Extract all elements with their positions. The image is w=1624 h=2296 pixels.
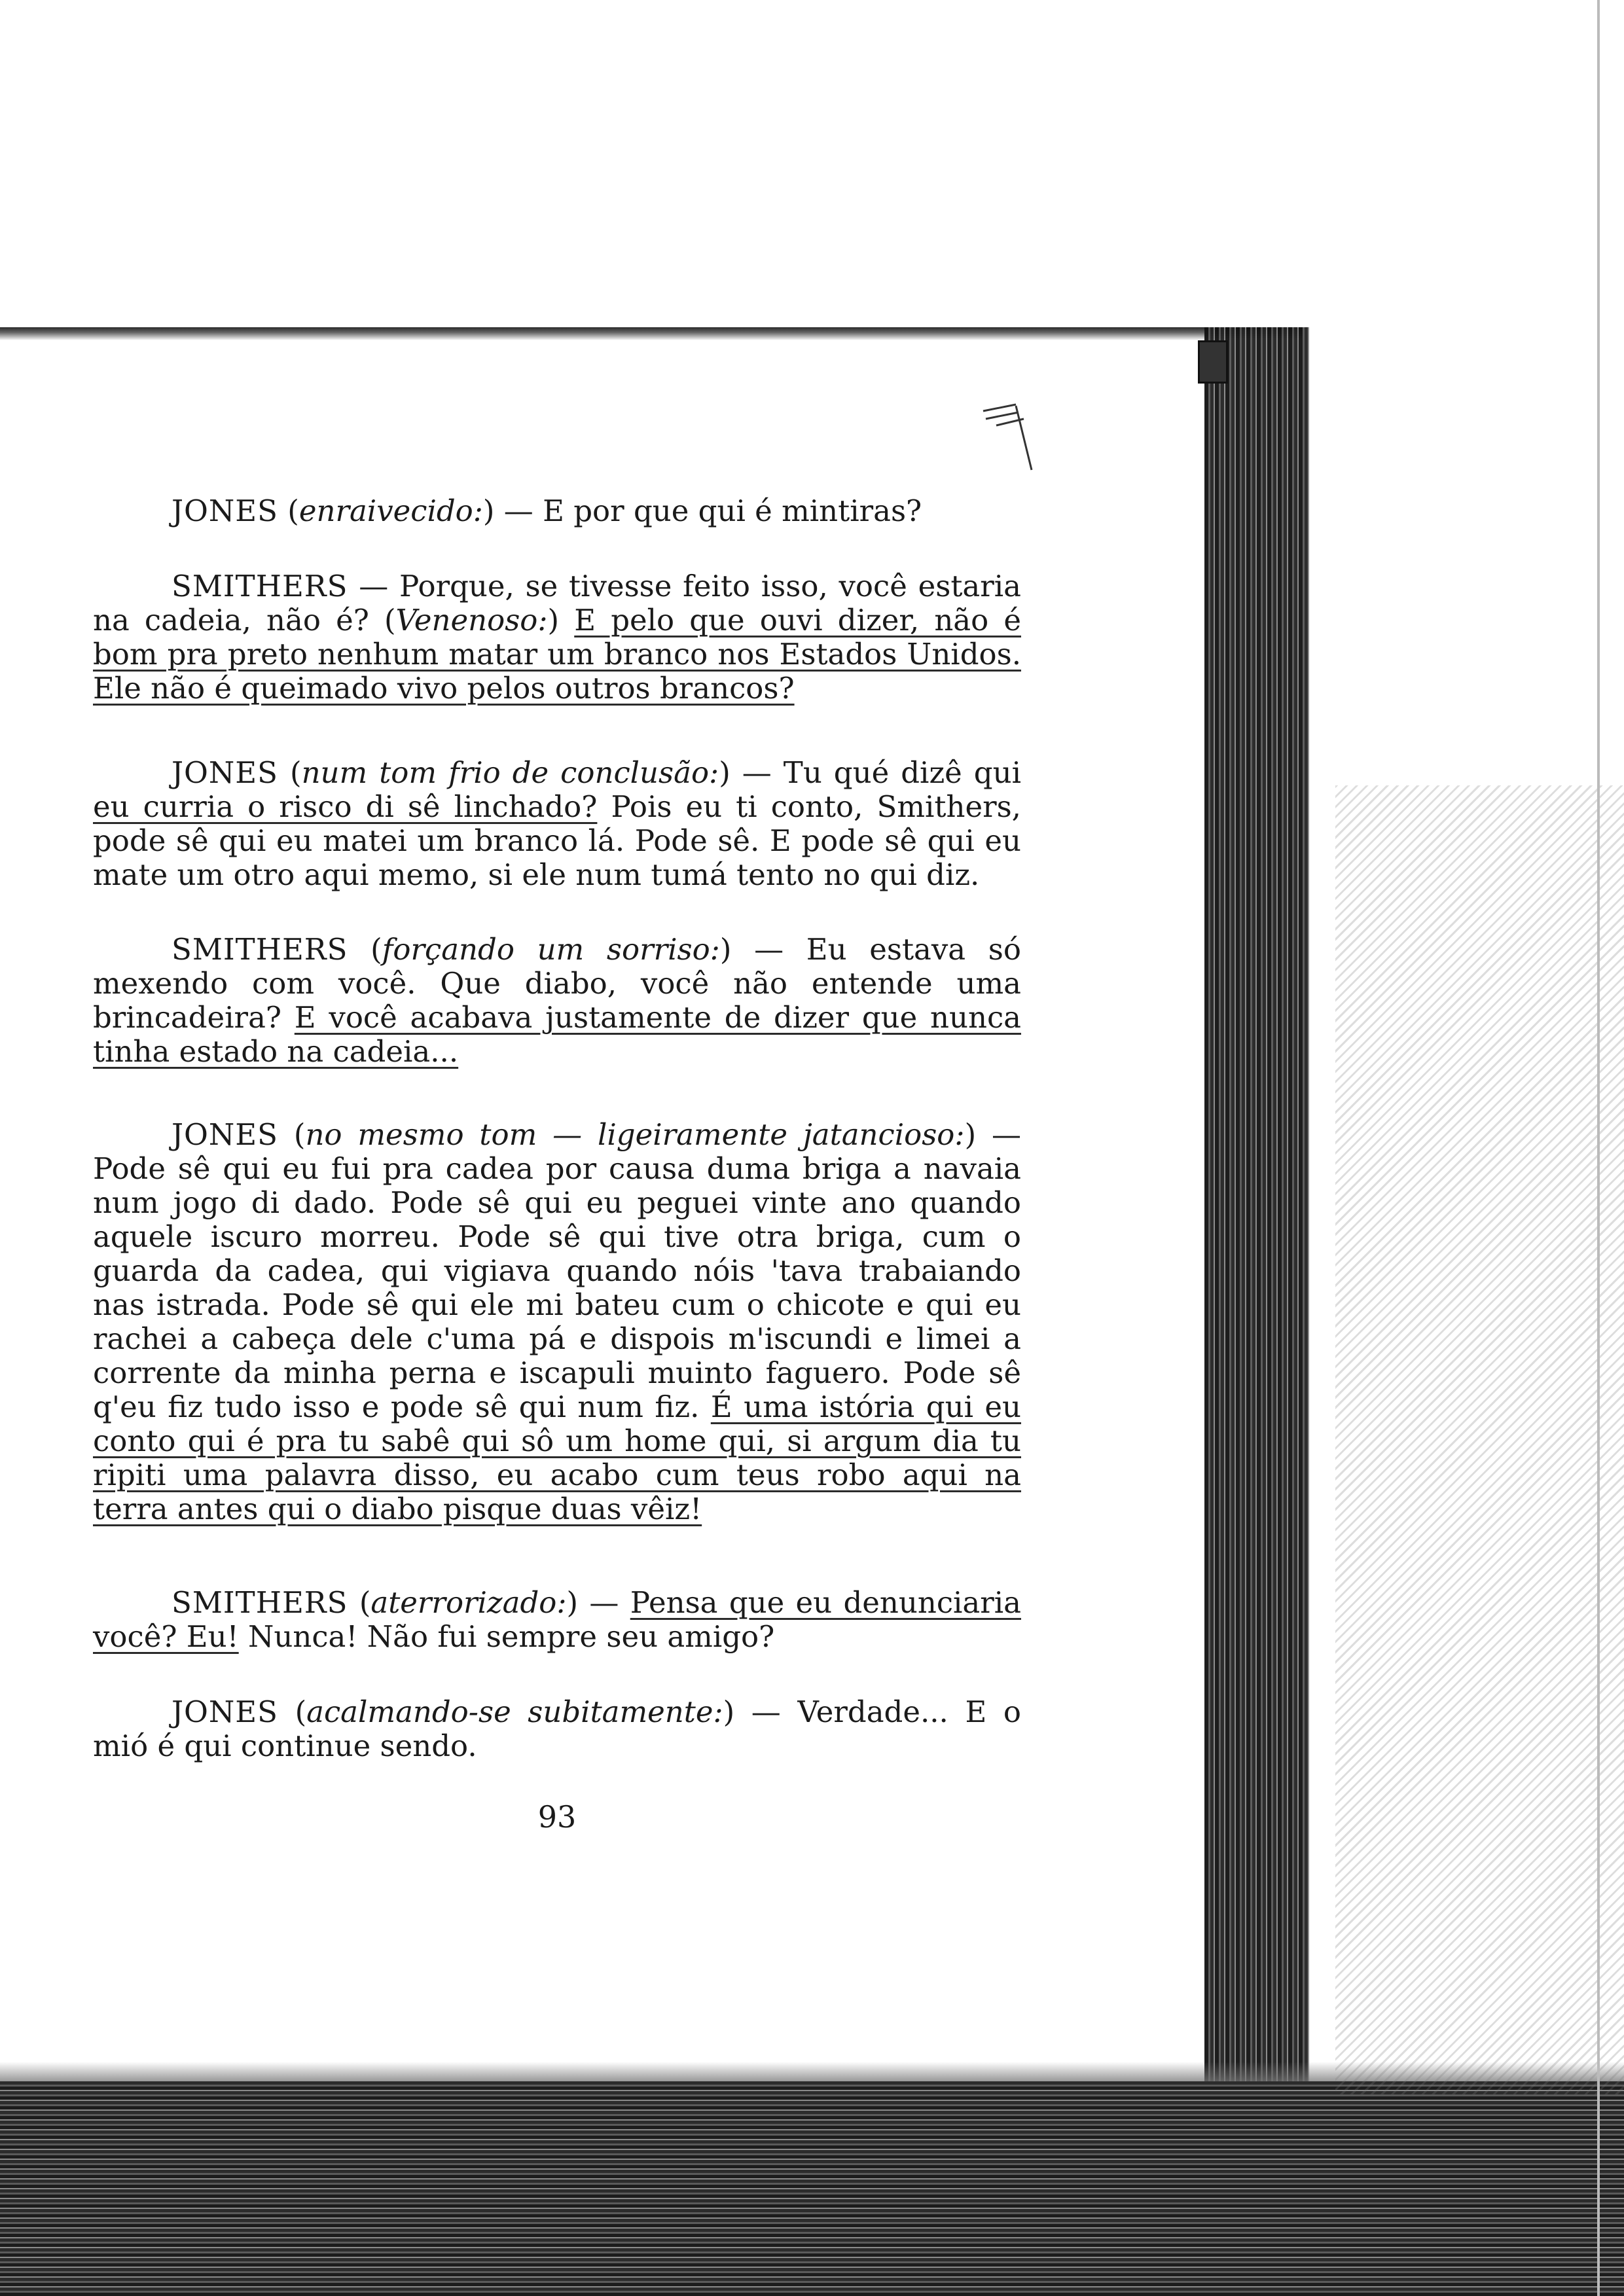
pen-underlined-text: E pelo que ouvi dizer, não é bom pra preto nenhum matar um branco nos Estados Unidos. Ele não é queimado vivo pelos outros brancos? [93, 603, 1021, 706]
pen-underlined-text: É uma istória qui eu conto qui é pra tu sabê qui sô um home qui, si argum dia tu ripiti uma palavra disso, eu acabo cum teus robo aqui na terra antes qui o diabo pisque duas vêiz! [93, 1390, 1021, 1526]
page-stack-edge [1204, 327, 1309, 2121]
dialogue-text: — Porque, se tivesse feito isso, você estaria na cadeia, não é? ( [93, 569, 1021, 637]
pen-underlined-text: E você acabava justamente de dizer que nunca tinha estado na cadeia... [93, 1000, 1021, 1069]
dialogue-text: ( [290, 755, 302, 790]
dialogue-paragraph [93, 494, 1021, 528]
page-number: 93 [537, 1799, 577, 1835]
dialogue-paragraph [93, 1118, 1021, 1526]
speaker-name: SMITHERS [171, 932, 348, 967]
scan-corner-mark [1198, 340, 1228, 384]
stage-direction: Venenoso: [395, 603, 548, 637]
dialogue-text: ) — Tu qué dizê qui [719, 755, 1021, 790]
dialogue-text: Pois eu ti conto, Smithers, pode sê qui eu matei um branco lá. Pode sê. E pode sê qui eu mate um otro aqui memo, si ele num tumá tento no qui diz. [93, 789, 1021, 892]
dialogue-text: ( [295, 1695, 307, 1729]
dialogue-text: ( [370, 932, 382, 967]
pen-underlined-text: Pensa que eu denunciaria você? Eu! [93, 1585, 1021, 1654]
dialogue-paragraph [93, 1695, 1021, 1763]
scan-right-border [1597, 0, 1600, 2296]
scan-noise-area [1335, 785, 1624, 2094]
dialogue-paragraph [93, 756, 1021, 892]
speaker-name: JONES [171, 1695, 278, 1729]
stage-direction: no mesmo tom — ligeiramente jatancioso: [305, 1117, 965, 1152]
dialogue-text: ( [293, 1117, 306, 1152]
dialogue-text: ) — Pode sê qui eu fui pra cadea por causa duma briga a navaia num jogo di dado. Pode sê qui eu peguei vinte ano quando aquele iscuro morreu. Pode sê qui tive otra briga, cum o guarda da cadea, qui vigiava quando nóis 'tava trabaiando nas istrada. Pode sê qui ele mi bateu cum o chicote e qui eu rachei a cabeça dele c'uma pá e dispois m'iscundi e limei a corrente da minha perna e iscapuli muinto faguero. Pode sê q'eu fiz tudo isso e pode sê qui num fiz. [93, 1117, 1021, 1424]
dialogue-paragraph [93, 933, 1021, 1069]
scan-bottom-edge [0, 2081, 1624, 2296]
stage-direction: forçando um sorriso: [382, 932, 720, 967]
dialogue-paragraph [93, 1586, 1021, 1654]
stage-direction: aterrorizado: [370, 1585, 567, 1620]
speaker-name: SMITHERS [171, 569, 348, 603]
scan-top-shadow [0, 327, 1303, 340]
dialogue-text: ( [287, 493, 299, 528]
handwritten-bracket-icon [977, 397, 1036, 475]
dialogue-text: ) — [566, 1585, 630, 1620]
pen-underlined-text: eu curria o risco di sê linchado? [93, 789, 598, 824]
stage-direction: acalmando-se subitamente: [306, 1695, 723, 1729]
dialogue-text: ) — E por que qui é mintiras? [482, 493, 922, 528]
speaker-name: JONES [171, 493, 278, 528]
speaker-name: JONES [171, 755, 278, 790]
dialogue-text: ) — Verdade... E o mió é qui continue sendo. [93, 1695, 1021, 1763]
dialogue-text: ( [359, 1585, 371, 1620]
stage-direction: num tom frio de conclusão: [301, 755, 719, 790]
dialogue-text: Nunca! Não fui sempre seu amigo? [238, 1619, 775, 1654]
speaker-name: SMITHERS [171, 1585, 348, 1620]
dialogue-text: ) [547, 603, 575, 637]
stage-direction: enraivecido: [298, 493, 483, 528]
dialogue-text: ) — Eu estava só mexendo com você. Que diabo, você não entende uma brincadeira? [93, 932, 1021, 1035]
speaker-name: JONES [171, 1117, 278, 1152]
dialogue-paragraph [93, 569, 1021, 706]
